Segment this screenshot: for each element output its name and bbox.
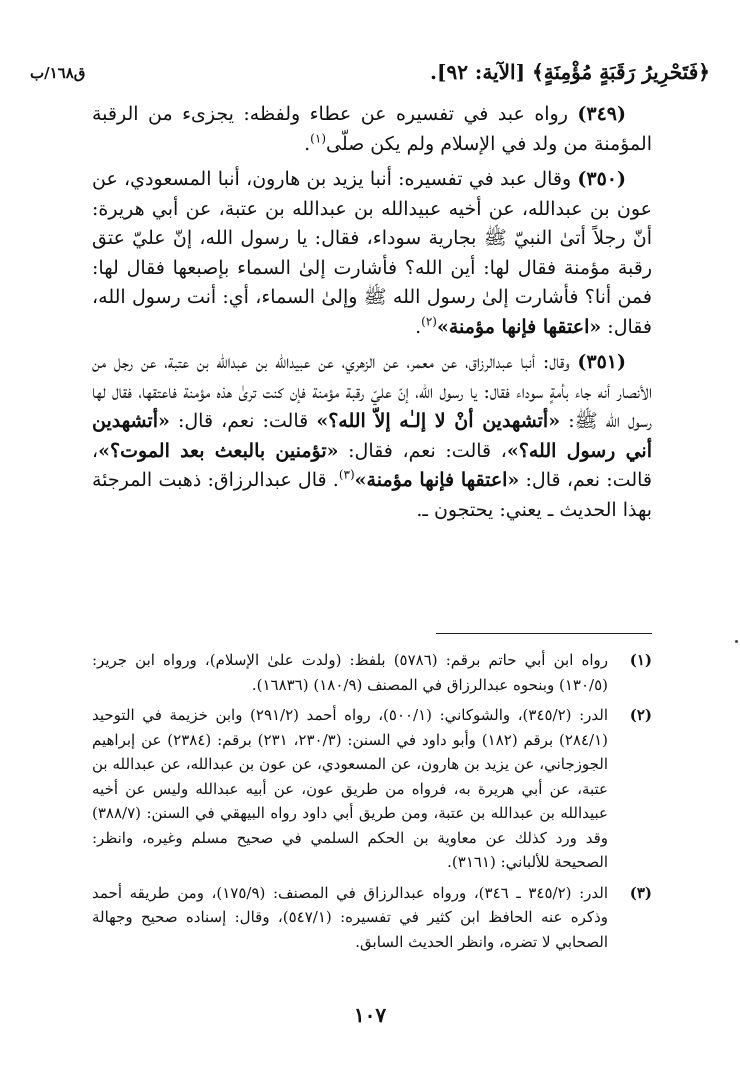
entry-text: وقال عبد في تفسيره: أنبا يزيد بن هارون، أنبا المسعودي، عن عون بن عبدالله، عن أخيه عبيدالله بن عبدالله بن عتبة، عن أبي هريرة: أنّ رجلاً أتىٰ النبيّ ﷺ بجارية سوداء، فقال: يا رسول الله، إنّ عليّ عتق رقبة مؤمنة فقال لها: أين الله؟ فأشارت إلىٰ السماء بإصبعها فقال لها: فمن أنا؟ فأشارت إلىٰ رسول الله ﷺ وإلىٰ السماء، أي: أنت رسول الله، فقال:	[92, 168, 652, 338]
footnote-3	[92, 881, 652, 955]
entry-text: ، قالت: نعم، قال:	[92, 439, 652, 491]
entry-number: (٣٥١)	[577, 351, 626, 373]
entry-number: (٣٥٠)	[577, 168, 626, 190]
page-header	[30, 60, 710, 94]
footnote-2	[92, 703, 652, 875]
entry-350	[92, 165, 652, 342]
entry-text: . قال عبدالرزاق: ذهبت المرجئة بهذا الحديث ـ يعني: يحتجون ـ.	[92, 469, 652, 521]
footnote-text: الدر: (٣٤٥/٢)، والشوكاني: (٥٠٠/١)، رواه أحمد (٢٩١/٢) وابن خزيمة في التوحيد (٢٨٤/١) برقم (١٨٢) وأبو داود في السنن: (٢٣٠/٣، ٢٣١) برقم: (٢٣٨٤) عن إبراهيم الجوزجاني، عن يزيد بن هارون، عن المسعودي، عن عون بن عبدالله، عن عبدالله بن عتبة، عن أبي هريرة به، فرواه من طريق عون، عن أبيه عبدالله وليس عن أخيه عبيدالله بن عبدالله بن عتبة، ومن طريق أبي داود رواه البيهقي في السنن: (٣٨٨/٧) وقد ورد كذلك عن معاوية بن الحكم السلمي في صحيح مسلم وغيره، وانظر: الصحيحة للألباني: (٣١٦١).	[92, 706, 608, 871]
footnote-text: رواه ابن أبي حاتم برقم: (٥٧٨٦) بلفظ: (ولدت علىٰ الإسلام)، ورواه ابن جرير: (١٣٠/٥) وبنحوه عبدالرزاق في المصنف (١٨٠/٩) (١٦٨٣٦).	[92, 651, 608, 694]
footnote-number: (٣)	[629, 883, 652, 902]
hadith-quote: «تؤمنين بالبعث بعد الموت؟»	[98, 439, 339, 462]
page-number: ١٠٧	[353, 1003, 387, 1027]
entry-349	[92, 100, 652, 159]
entry-text-tail: .	[415, 315, 422, 338]
main-text	[92, 100, 652, 531]
hadith-quote: «أتشهدين أنْ لا إلـٰه إلاّ الله؟»	[316, 410, 561, 432]
footnote-ref[interactable]: (١)	[310, 131, 326, 146]
footnote-number: (١)	[629, 651, 652, 669]
manuscript-folio-ref: ق١٦٨/ب	[30, 64, 86, 82]
entry-351	[92, 348, 652, 525]
footnote-ref[interactable]: (٢)	[421, 314, 437, 329]
entry-text: رواه عبد في تفسيره عن عطاء ولفظه: يجزىء من الرقبة المؤمنة من ولد في الإسلام ولم يكن صلّى	[92, 103, 652, 155]
entry-text: قالت: نعم، قال:	[169, 410, 317, 432]
hadith-quote: «اعتقها فإنها مؤمنة»	[354, 469, 520, 491]
hadith-quote: «أتشهدين أني رسول الله؟»	[92, 410, 652, 462]
entry-text: ، قالت: نعم، فقال:	[338, 439, 507, 462]
footnote-1	[92, 648, 652, 697]
footnote-separator	[436, 633, 652, 634]
entry-text-tail: .	[304, 132, 311, 155]
footnote-text: الدر: (٣٤٥/٢ ـ ٣٤٦)، ورواه عبدالرزاق في المصنف: (١٧٥/٩)، ومن طريقه أحمد وذكره عنه الحافظ ابن كثير في تفسيره: (٥٤٧/١)، وقال: إسناده صحيح وجهالة الصحابي لا تضره، وانظر الحديث السابق.	[92, 883, 609, 951]
footnote-number: (٢)	[629, 706, 652, 724]
footnotes	[92, 648, 652, 960]
footnote-ref[interactable]: (٣)	[338, 467, 355, 482]
entry-number: (٣٤٩)	[577, 103, 626, 125]
scan-speck	[735, 640, 738, 643]
verse-heading: ﴿فَتَحْرِيرُ رَقَبَةٍ مُؤْمِنَةٍ﴾ [الآية: ٩٢].	[430, 60, 710, 84]
hadith-quote: «اعتقها فإنها مؤمنة»	[436, 315, 602, 338]
entry-text: وقال: أنبا عبدالرزاق، عن معمر، عن الزهري، عن عبيدالله بن عبدالله بن عتبة، عن رجل من الأنصار أنه جاء بأمةٍ سوداء فقال: يا رسول الله، إنّ عليّ رقبة مؤمنة فإن كنت ترىٰ هذه مؤمنة فاعتقها، فقال لها رسول الله ﷺ:	[92, 351, 652, 432]
